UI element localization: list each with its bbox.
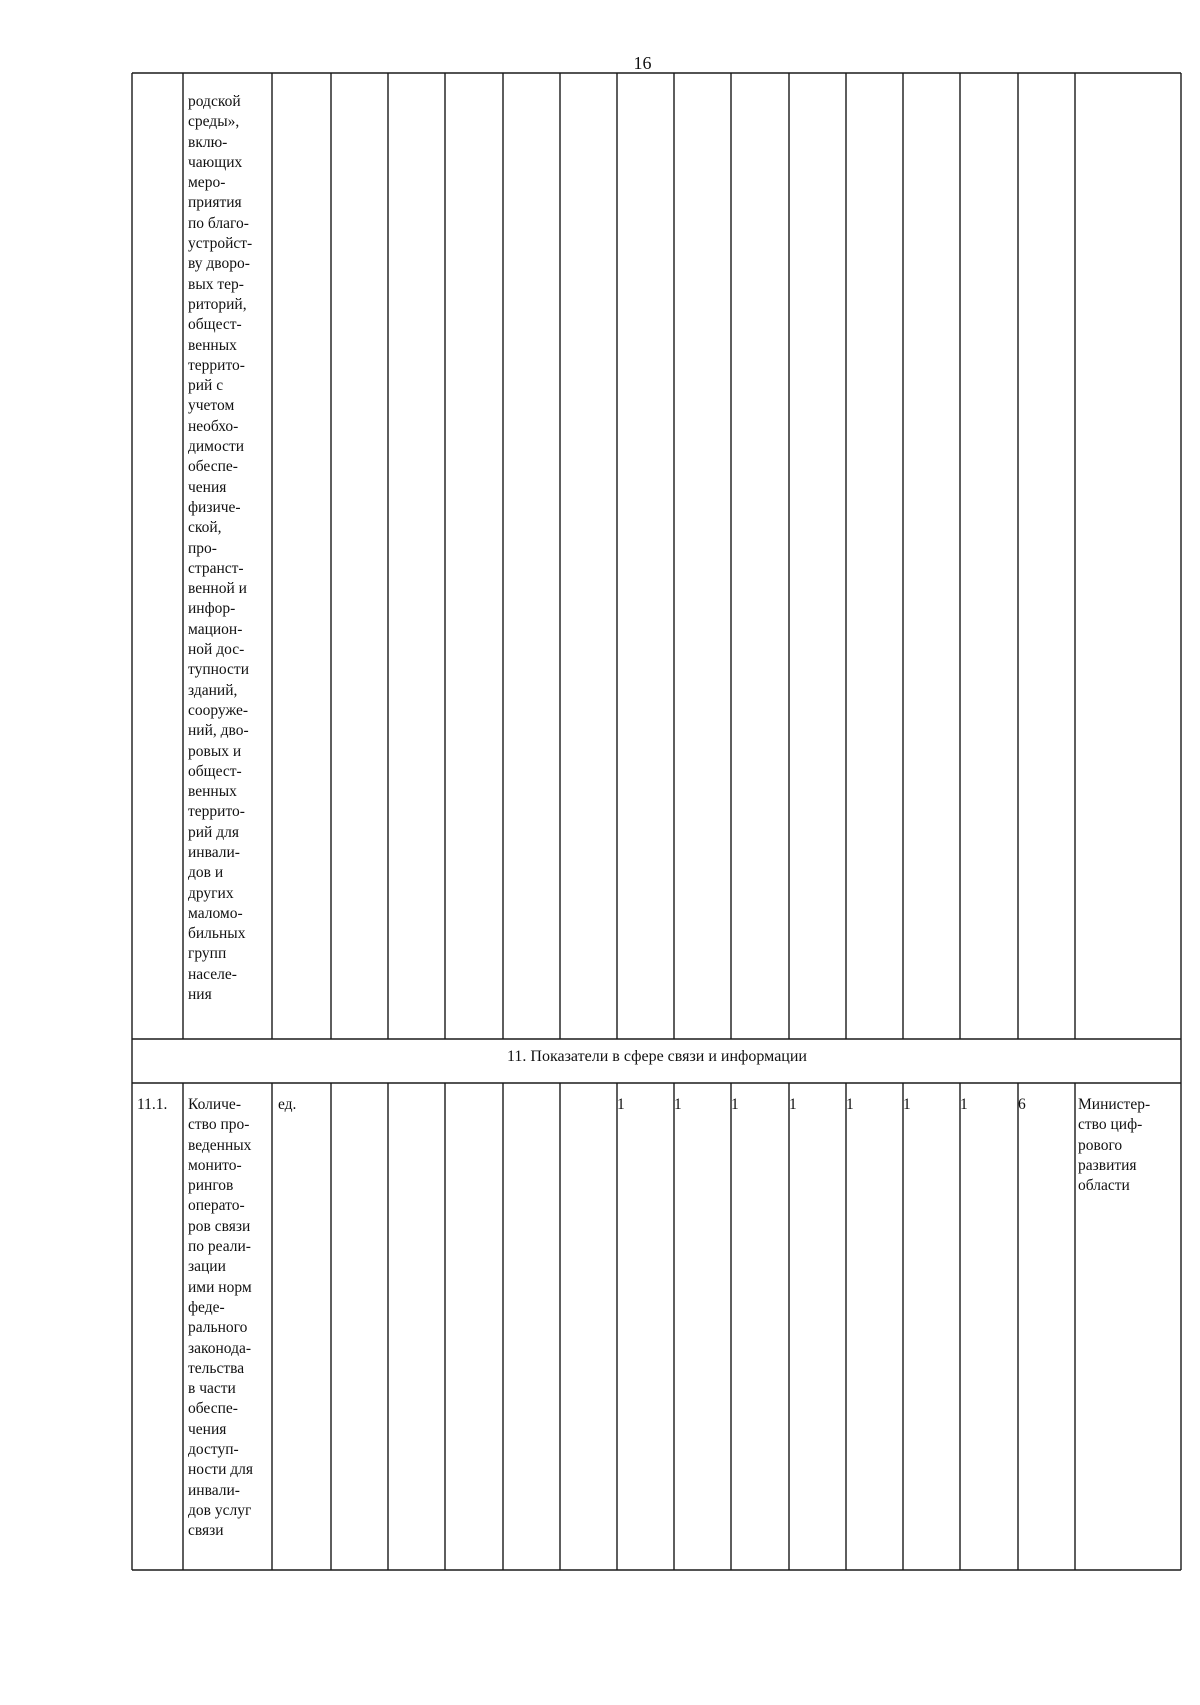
text-line: родской <box>188 93 241 110</box>
text-line: обеспе- <box>188 458 238 476</box>
total-cell: 6 <box>1018 1096 1026 1113</box>
text-line: чения <box>188 1420 227 1438</box>
text-line: риторий, <box>188 295 247 313</box>
unit-cell: ед. <box>278 1096 297 1113</box>
text-line: сооруже- <box>188 701 249 719</box>
value-cell: 1 <box>617 1096 625 1113</box>
text-line: про- <box>188 539 217 557</box>
text-line: рий с <box>188 377 224 395</box>
text-line: ний, дво- <box>188 722 249 740</box>
value-cell: 1 <box>903 1096 911 1113</box>
page-number: 16 <box>633 53 652 73</box>
text-line: связи <box>188 1522 224 1540</box>
text-line: рий для <box>188 823 239 841</box>
text-line: ной дос- <box>188 641 245 659</box>
row-number: 11.1. <box>137 1096 168 1113</box>
text-line: монито- <box>188 1156 242 1174</box>
value-cell: 1 <box>789 1096 797 1113</box>
text-line: ности для <box>188 1461 254 1479</box>
text-line: законода- <box>188 1339 252 1357</box>
value-cell: 1 <box>674 1096 682 1113</box>
text-line: вклю- <box>188 133 228 151</box>
text-line: среды», <box>188 113 240 131</box>
text-line: чения <box>188 478 227 496</box>
text-line: венных <box>188 783 237 801</box>
text-line: вых тер- <box>188 275 244 293</box>
text-line: дов и <box>188 864 224 882</box>
text-line: зданий, <box>188 681 238 699</box>
text-line: маломо- <box>188 904 243 922</box>
text-line: населе- <box>188 965 237 983</box>
text-line: ву дворо- <box>188 255 250 273</box>
text-line: странст- <box>188 559 244 577</box>
text-line: Министер- <box>1078 1096 1151 1113</box>
text-line: тупности <box>188 661 249 679</box>
text-line: чающих <box>188 153 243 171</box>
text-line: ровых и <box>188 742 242 760</box>
indicator-cell <box>188 1095 253 1542</box>
text-line: ими норм <box>188 1278 252 1296</box>
text-line: террито- <box>188 356 245 374</box>
text-line: венных <box>188 336 237 354</box>
text-line: ство циф- <box>1078 1116 1143 1134</box>
text-line: венной и <box>188 580 247 598</box>
indicator-cell-continuation <box>188 92 252 1005</box>
text-line: физиче- <box>188 498 241 516</box>
text-line: в части <box>188 1380 236 1398</box>
text-line: групп <box>188 945 227 963</box>
text-line: общест- <box>188 316 242 334</box>
text-line: приятия <box>188 194 242 212</box>
text-line: необхо- <box>188 417 239 435</box>
text-line: веденных <box>188 1136 252 1154</box>
text-line: других <box>188 884 234 902</box>
section-heading: 11. Показатели в сфере связи и информации <box>507 1048 807 1065</box>
text-line: зации <box>188 1258 226 1276</box>
responsible-cell <box>1078 1095 1150 1196</box>
text-line: дов услуг <box>188 1501 252 1519</box>
text-line: Количе- <box>188 1096 241 1113</box>
text-line: развития <box>1078 1156 1137 1174</box>
value-cell: 1 <box>731 1096 739 1113</box>
text-line: меро- <box>188 174 226 192</box>
text-line: доступ- <box>188 1441 239 1459</box>
text-line: обеспе- <box>188 1400 238 1418</box>
text-line: ской, <box>188 519 222 537</box>
text-line: области <box>1078 1177 1130 1195</box>
text-line: устройст- <box>188 235 253 253</box>
text-line: ство про- <box>188 1116 250 1134</box>
text-line: рингов <box>188 1177 234 1195</box>
text-line: мацион- <box>188 620 243 638</box>
text-line: бильных <box>188 925 246 943</box>
text-line: феде- <box>188 1298 225 1316</box>
value-cell: 1 <box>846 1096 854 1113</box>
text-line: по реали- <box>188 1238 251 1256</box>
text-line: террито- <box>188 803 245 821</box>
text-line: инфор- <box>188 600 236 618</box>
text-line: инвали- <box>188 843 240 861</box>
text-line: общест- <box>188 762 242 780</box>
text-line: рового <box>1078 1136 1123 1154</box>
text-line: операто- <box>188 1197 245 1215</box>
text-line: рального <box>188 1319 248 1337</box>
text-line: по благо- <box>188 214 249 232</box>
text-line: ния <box>188 986 212 1004</box>
text-line: тельства <box>188 1359 245 1377</box>
text-line: инвали- <box>188 1481 240 1499</box>
text-line: учетом <box>188 397 235 415</box>
text-line: димости <box>188 438 245 456</box>
value-cell: 1 <box>960 1096 968 1113</box>
text-line: ров связи <box>188 1217 251 1235</box>
